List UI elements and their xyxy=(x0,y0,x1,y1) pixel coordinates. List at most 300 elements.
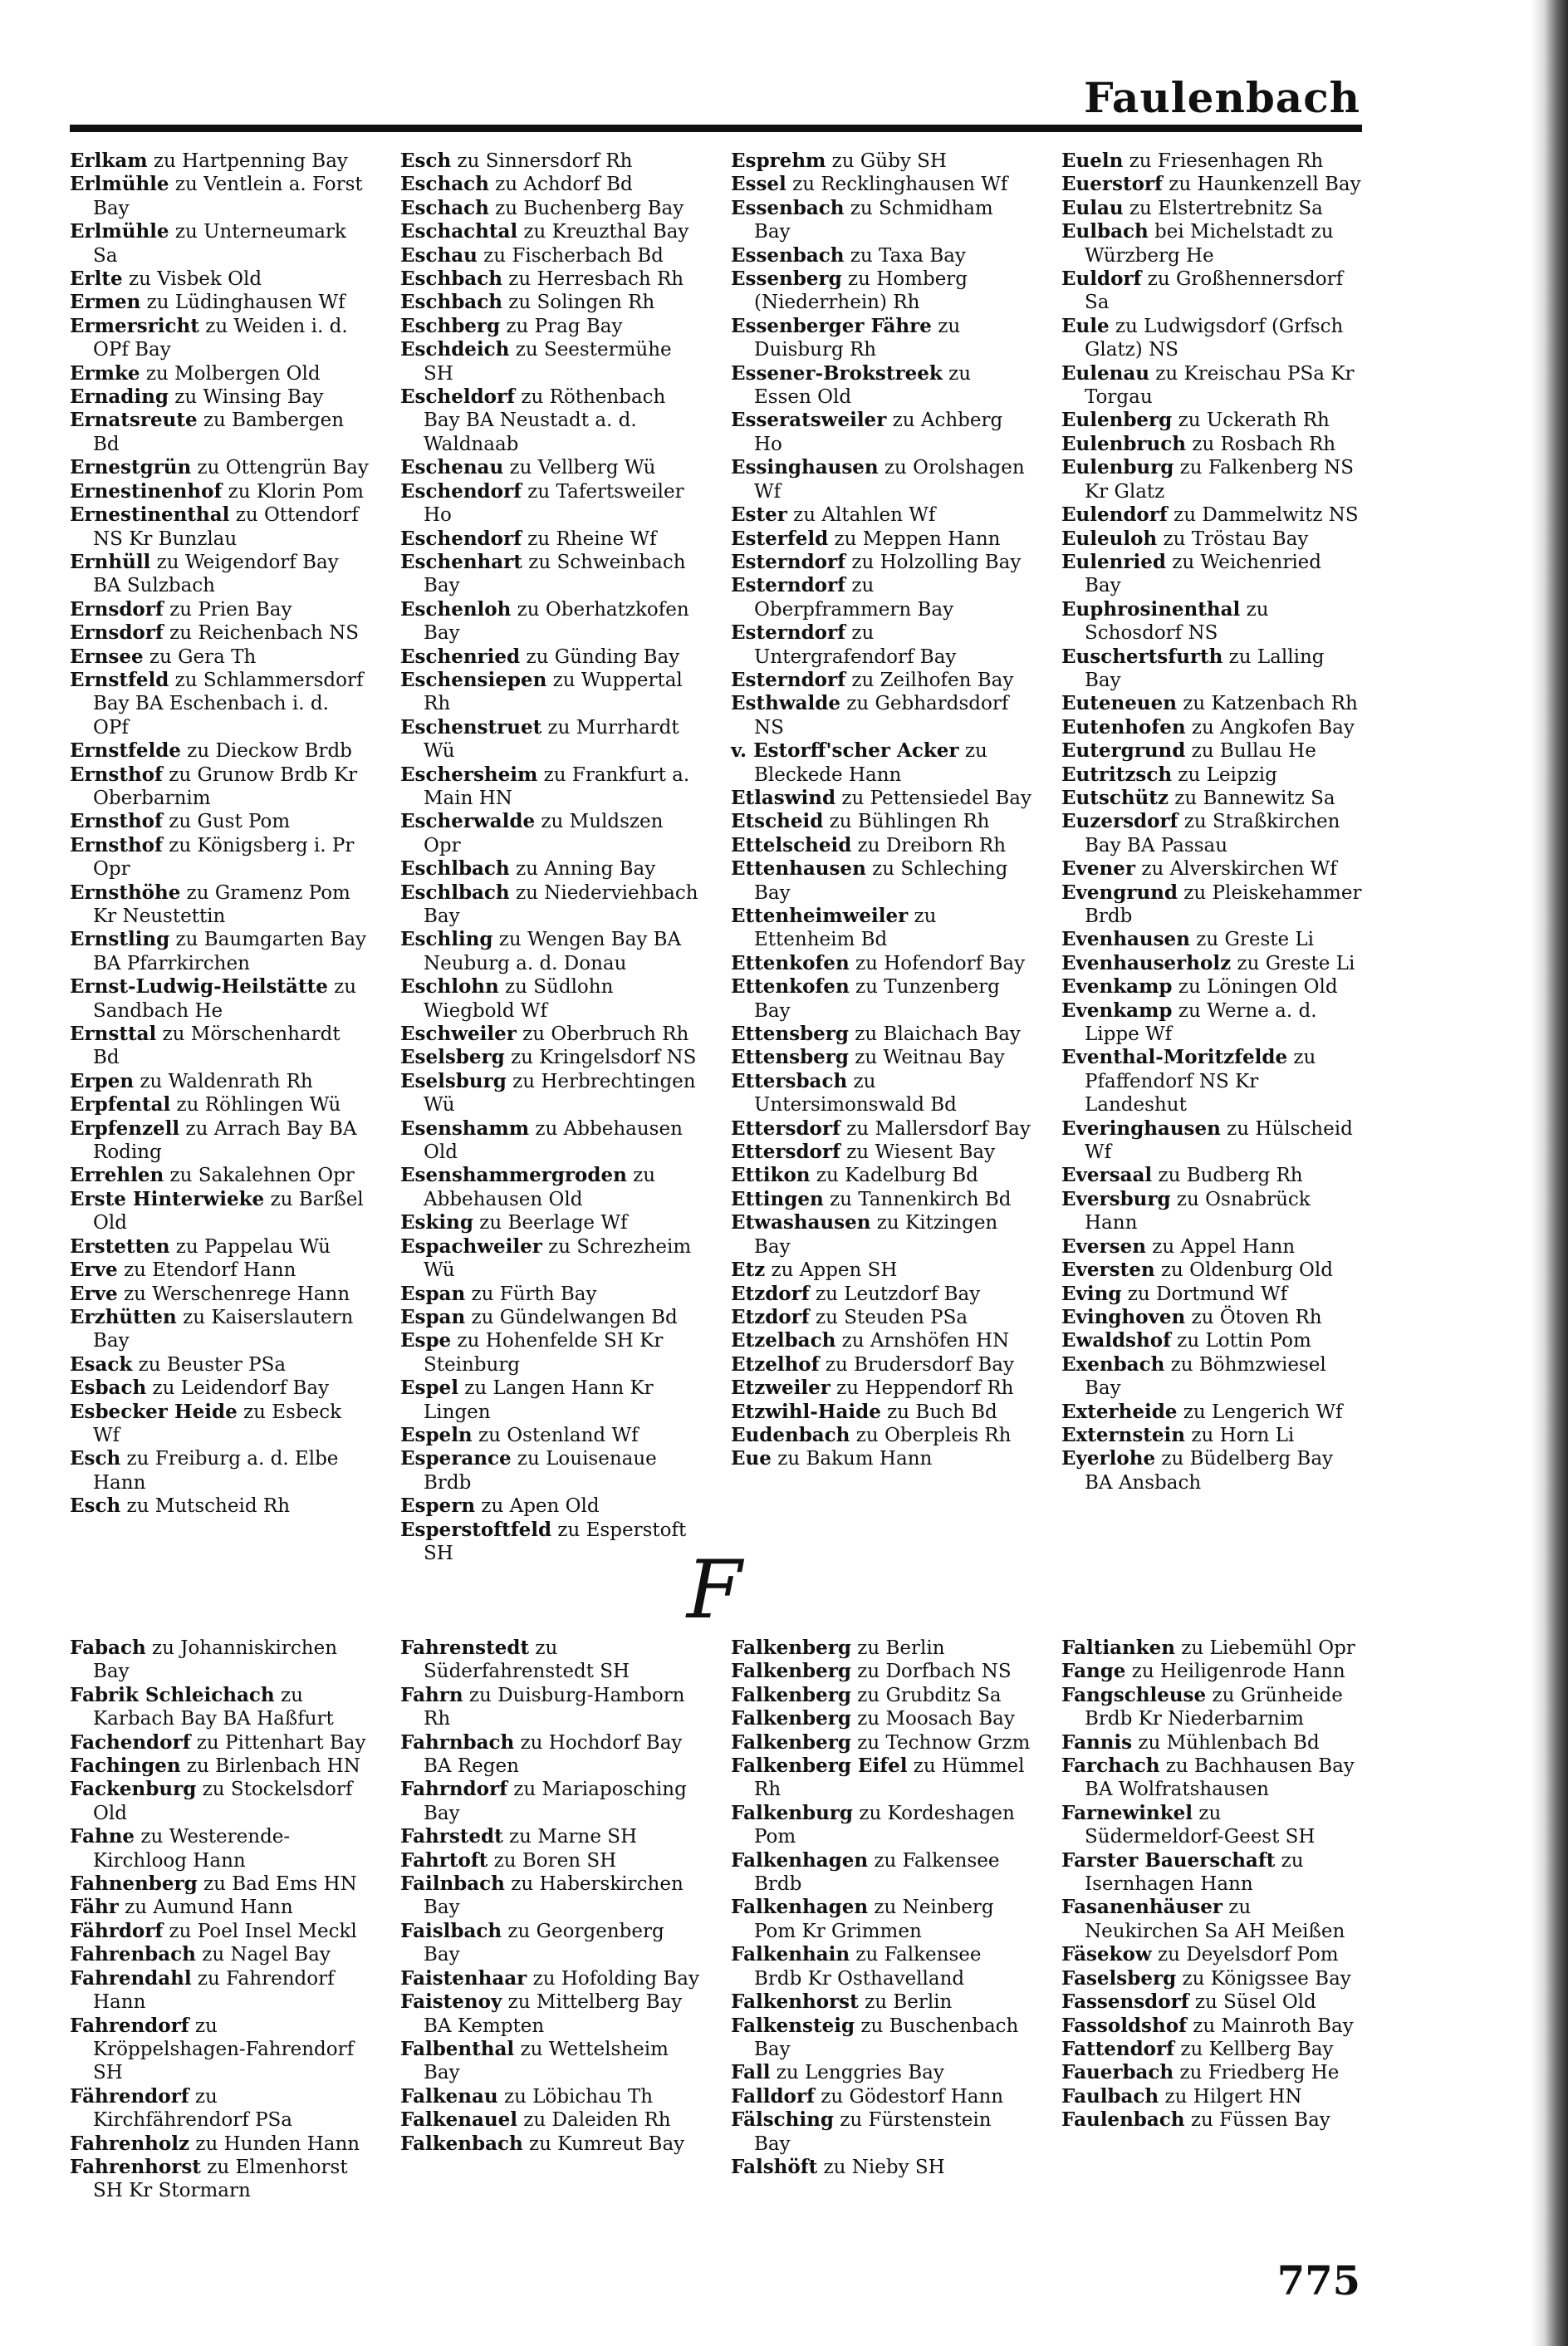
entry-location: zu Pittenhart Bay xyxy=(190,1731,366,1754)
entry-headword: Ernsee xyxy=(70,645,144,668)
entry-location: zu Johanniskirchen Bay xyxy=(93,1637,338,1683)
entry-headword: Falshöft xyxy=(731,2155,818,2178)
entry-location: zu Tröstau Bay xyxy=(1157,528,1309,550)
entry-location: zu Hohenfelde SH Kr Steinburg xyxy=(424,1330,664,1376)
list-item xyxy=(731,1731,1031,1755)
entry-location: zu Osnabrück Hann xyxy=(1085,1188,1311,1234)
list-item xyxy=(1061,267,1362,315)
entry-location: zu Gust Pom xyxy=(162,811,291,833)
entry-location: zu Friesenhagen Rh xyxy=(1123,150,1324,172)
entry-location: zu Grünheide Brdb Kr Niederbarnim xyxy=(1085,1684,1343,1730)
entry-location: zu Ötoven Rh xyxy=(1185,1306,1322,1328)
entry-headword: Eschbach xyxy=(400,267,502,291)
entry-headword: Fabach xyxy=(70,1637,146,1659)
entry-location: zu Mariaposching Bay xyxy=(424,1779,687,1824)
entry-headword: Ester xyxy=(731,503,787,527)
list-item xyxy=(1061,2061,1362,2084)
list-item xyxy=(400,150,701,173)
entry-headword: Etzelbach xyxy=(731,1329,836,1352)
entry-headword: Etzdorf xyxy=(731,1282,810,1305)
entry-location: zu Untersimonswald Bd xyxy=(754,1070,957,1117)
list-item xyxy=(400,1990,701,2038)
list-item xyxy=(731,1117,1031,1141)
section-f xyxy=(70,1637,1362,2203)
entry-headword: Falldorf xyxy=(731,2084,815,2108)
entry-location: zu Bleckede Hann xyxy=(754,740,987,786)
list-item xyxy=(731,551,1031,574)
list-item xyxy=(70,1494,370,1518)
list-item xyxy=(731,1637,1031,1660)
list-item xyxy=(731,1849,1031,1897)
entry-location: zu Wettelsheim Bay xyxy=(424,2038,669,2084)
entry-location: zu Taxa Bay xyxy=(844,244,966,267)
column xyxy=(731,1637,1031,2203)
entry-headword: Eselsburg xyxy=(400,1069,507,1092)
entry-headword: Etzweiler xyxy=(731,1377,831,1400)
entry-location: zu Bambergen Bd xyxy=(93,410,345,455)
entry-headword: Eulenbruch xyxy=(1061,432,1186,455)
entry-location: zu Abbehausen Old xyxy=(424,1117,683,1164)
entry-headword: Falkenburg xyxy=(731,1801,854,1824)
entry-headword: Fahne xyxy=(70,1825,135,1848)
entry-location: zu Werne a. d. Lippe Wf xyxy=(1085,999,1317,1046)
book-spine-shadow xyxy=(1531,0,1568,2346)
entry-headword: Fangschleuse xyxy=(1061,1683,1207,1706)
entry-headword: Fahnenberg xyxy=(70,1872,198,1896)
entry-headword: Faltianken xyxy=(1061,1637,1175,1659)
entry-headword: Fattendorf xyxy=(1061,2037,1175,2060)
entry-location: zu Haberskirchen Bay xyxy=(424,1873,684,1919)
entry-headword: Faistenoy xyxy=(400,1990,502,2014)
list-item xyxy=(400,1967,701,1990)
entry-location: zu Niederviehbach Bay xyxy=(424,881,698,927)
entry-location: zu Ettenheim Bd xyxy=(754,906,937,951)
entry-location: zu Falkensee Brdb Kr Osthavelland xyxy=(754,1944,982,1990)
list-item xyxy=(731,810,1031,833)
list-item xyxy=(1061,1896,1362,1943)
list-item xyxy=(1061,763,1362,787)
list-item xyxy=(400,385,701,456)
list-item xyxy=(731,1401,1031,1424)
entry-headword: Ermen xyxy=(70,291,141,314)
entry-headword: Etzdorf xyxy=(731,1305,810,1328)
entry-headword: Ernstling xyxy=(70,928,170,951)
entry-headword: Fannis xyxy=(1061,1730,1133,1754)
entry-headword: Everinghausen xyxy=(1061,1117,1221,1140)
entry-location: zu Südlohn Wiegbold Wf xyxy=(424,976,614,1022)
list-item xyxy=(70,1755,370,1778)
entry-location: zu Winsing Bay xyxy=(168,386,324,409)
list-item xyxy=(1061,999,1362,1047)
list-item xyxy=(1061,716,1362,739)
entry-location: zu Recklinghausen Wf xyxy=(786,174,1008,196)
list-item xyxy=(731,1283,1031,1306)
entry-headword: Eventhal-Moritzfelde xyxy=(1061,1046,1288,1069)
list-item xyxy=(1061,2038,1362,2061)
entry-headword: Erzhütten xyxy=(70,1305,177,1328)
entry-location: zu Stockelsdorf Old xyxy=(93,1779,353,1824)
entry-headword: Ettingen xyxy=(731,1187,824,1210)
list-item xyxy=(70,881,370,929)
entry-headword: Esseratsweiler xyxy=(731,409,887,432)
entry-location: zu Mittelberg Bay BA Kempten xyxy=(424,1991,683,2037)
entry-location: zu Kumreut Bay xyxy=(522,2133,685,2155)
list-item xyxy=(70,975,370,1023)
entry-headword: Ettersdorf xyxy=(731,1141,840,1164)
list-item xyxy=(70,1188,370,1235)
list-item xyxy=(400,645,701,669)
entry-location: zu Königsberg i. Pr Opr xyxy=(93,834,355,881)
entry-headword: Evenkamp xyxy=(1061,999,1173,1022)
entry-location: zu Königssee Bay xyxy=(1176,1967,1351,1990)
entry-location: zu Lalling Bay xyxy=(1085,645,1325,691)
list-item xyxy=(731,1377,1031,1400)
entry-headword: Eutenhofen xyxy=(1061,715,1186,739)
entry-headword: Etzwihl-Haide xyxy=(731,1400,881,1423)
entry-headword: Eversaal xyxy=(1061,1164,1153,1187)
list-item xyxy=(70,669,370,739)
list-item xyxy=(731,1424,1031,1447)
entry-headword: Ernst-Ludwig-Heilstätte xyxy=(70,975,328,999)
entry-headword: Faulenbach xyxy=(1061,2108,1185,2132)
list-item xyxy=(400,1306,701,1329)
entry-headword: Eule xyxy=(1061,314,1110,337)
entry-location: zu Buchenberg Bay xyxy=(488,197,684,219)
entry-location: zu Ostenland Wf xyxy=(472,1424,639,1446)
entry-location: zu Hochdorf Bay BA Regen xyxy=(424,1731,683,1778)
entry-headword: Eueln xyxy=(1061,150,1124,172)
entry-headword: Eulbach xyxy=(1061,220,1149,243)
list-item xyxy=(1061,739,1362,763)
list-item xyxy=(1061,1849,1362,1897)
list-item xyxy=(731,150,1031,173)
entry-headword: Essenbach xyxy=(731,243,845,267)
entry-location: zu Kellberg Bay xyxy=(1174,2038,1334,2060)
entry-location: zu Mallersdorf Bay xyxy=(840,1117,1031,1140)
entry-location: zu Löbichau Th xyxy=(497,2085,654,2108)
entry-location: zu Beerlage Wf xyxy=(473,1212,628,1234)
list-item xyxy=(70,291,370,314)
entry-headword: Fackenburg xyxy=(70,1778,197,1801)
list-item xyxy=(1061,1353,1362,1401)
list-item xyxy=(70,1117,370,1165)
entry-location: zu Löningen Old xyxy=(1172,976,1338,999)
entry-location: zu Heppendorf Rh xyxy=(830,1377,1014,1400)
section-e xyxy=(70,150,1362,1565)
list-item xyxy=(70,220,370,267)
entry-headword: Fasanenhäuser xyxy=(1061,1896,1223,1919)
entry-headword: Eschlbach xyxy=(400,881,510,904)
entry-headword: Ernestinenthal xyxy=(70,503,230,527)
entry-location: zu Greste Li xyxy=(1231,952,1355,974)
entry-location: zu Appen SH xyxy=(765,1259,898,1282)
entry-location: zu Hunden Hann xyxy=(189,2133,360,2155)
entry-location: zu Waldenrath Rh xyxy=(134,1070,313,1092)
entry-headword: Fachendorf xyxy=(70,1730,191,1754)
entry-location: zu Bühlingen Rh xyxy=(823,811,990,833)
entry-headword: Espel xyxy=(400,1377,458,1400)
list-item xyxy=(731,1943,1031,1990)
list-item xyxy=(400,1235,701,1283)
list-item xyxy=(400,1731,701,1779)
column xyxy=(400,150,701,1565)
list-item xyxy=(400,669,701,716)
list-item xyxy=(70,362,370,385)
list-item xyxy=(70,2156,370,2203)
list-item xyxy=(1061,1235,1362,1259)
entry-headword: Faislbach xyxy=(400,1919,502,1942)
entry-location: zu Schweinbach Bay xyxy=(424,551,686,597)
entry-location: zu Elmenhorst SH Kr Stormarn xyxy=(93,2156,348,2202)
entry-headword: Fall xyxy=(731,2061,771,2084)
entry-headword: Eulenburg xyxy=(1061,456,1174,479)
list-item xyxy=(1061,1283,1362,1306)
entry-location: zu Dorfbach NS xyxy=(850,1661,1012,1683)
entry-location: zu Wiesent Bay xyxy=(840,1141,996,1164)
entry-headword: Ermersricht xyxy=(70,314,199,337)
entry-location: zu Frankfurt a. Main HN xyxy=(424,763,690,809)
entry-headword: Exterheide xyxy=(1061,1400,1178,1423)
list-item xyxy=(70,645,370,669)
entry-location: zu Röthenbach Bay BA Neustadt a. d. Waldnaab xyxy=(424,386,666,455)
entry-headword: Faulbach xyxy=(1061,2084,1159,2108)
entry-headword: Falbenthal xyxy=(400,2037,515,2060)
entry-location: zu Röhlingen Wü xyxy=(170,1094,341,1117)
list-item xyxy=(1061,952,1362,975)
entry-location: zu Südermeldorf-Geest SH xyxy=(1085,1802,1316,1848)
entry-location: zu Appel Hann xyxy=(1145,1235,1296,1258)
entry-location: zu Schleching Bay xyxy=(754,858,1008,904)
column xyxy=(400,1637,701,2203)
list-item xyxy=(70,480,370,503)
entry-location: zu Großhennersdorf Sa xyxy=(1085,268,1344,314)
entry-location: zu Poel Insel Meckl xyxy=(163,1920,357,1942)
entry-headword: Ewaldshof xyxy=(1061,1329,1171,1352)
entry-headword: Eschdeich xyxy=(400,338,510,361)
list-item xyxy=(70,1164,370,1187)
entry-headword: Evengrund xyxy=(1061,881,1178,904)
entry-location: zu Vellberg Wü xyxy=(503,457,656,479)
entry-location: zu Visbek Old xyxy=(122,268,262,291)
entry-headword: Esterndorf xyxy=(731,574,846,597)
entry-headword: Fahrenhorst xyxy=(70,2155,201,2178)
entry-location: zu Leipzig xyxy=(1172,763,1277,786)
entry-location: zu Oberpframmern Bay xyxy=(754,575,954,621)
entry-location: zu Kröppelshagen-Fahrendorf SH xyxy=(93,2015,355,2084)
list-item xyxy=(70,1093,370,1117)
entry-location: zu Angkofen Bay xyxy=(1185,716,1355,739)
list-item xyxy=(1061,1637,1362,1660)
entry-headword: Fahrstedt xyxy=(400,1825,503,1848)
list-item xyxy=(731,267,1031,315)
list-item xyxy=(1061,1188,1362,1235)
list-item xyxy=(400,173,701,196)
entry-headword: Fäsekow xyxy=(1061,1943,1152,1966)
entry-headword: Farster Bauerschaft xyxy=(1061,1848,1276,1872)
entry-headword: v. Estorff'scher Acker xyxy=(731,739,959,763)
entry-headword: Eulendorf xyxy=(1061,503,1168,527)
entry-location: zu Kitzingen Bay xyxy=(754,1212,998,1258)
entry-headword: Esterndorf xyxy=(731,621,846,645)
entry-location: zu Blaichach Bay xyxy=(849,1023,1021,1046)
entry-location: zu Weitnau Bay xyxy=(849,1047,1005,1069)
entry-headword: Eutritzsch xyxy=(1061,763,1173,786)
entry-headword: Falkenberg xyxy=(731,1660,851,1683)
entry-headword: Esterndorf xyxy=(731,550,846,573)
list-item xyxy=(70,551,370,598)
entry-location: zu Freiburg a. d. Elbe Hann xyxy=(93,1448,339,1494)
list-item xyxy=(731,528,1031,551)
list-item xyxy=(731,1755,1031,1802)
entry-headword: Ettensberg xyxy=(731,1046,849,1069)
entry-location: zu Büdelberg Bay BA Ansbach xyxy=(1085,1448,1334,1494)
list-item xyxy=(70,315,370,362)
list-item xyxy=(400,1164,701,1211)
entry-headword: Falkenberg xyxy=(731,1730,851,1754)
entry-location: zu Katzenbach Rh xyxy=(1176,693,1358,715)
list-item xyxy=(731,621,1031,669)
list-item xyxy=(400,1046,701,1069)
list-item xyxy=(400,1283,701,1306)
entry-headword: Eschenried xyxy=(400,645,521,668)
entry-headword: Evenhausen xyxy=(1061,928,1190,951)
entry-location: zu Hartpenning Bay xyxy=(147,150,348,172)
list-item xyxy=(1061,1046,1362,1117)
entry-location: zu Abbehausen Old xyxy=(424,1165,656,1210)
list-item xyxy=(731,1329,1031,1352)
entry-location: zu Dieckow Brdb xyxy=(180,740,352,763)
entry-location: zu Günding Bay xyxy=(520,645,680,668)
list-item xyxy=(731,1141,1031,1164)
entry-headword: Eulenried xyxy=(1061,550,1166,573)
column xyxy=(70,1637,370,2203)
entry-headword: Esenshamm xyxy=(400,1117,530,1140)
entry-headword: Essenberger Fähre xyxy=(731,314,932,337)
entry-location: zu Molbergen Old xyxy=(140,362,321,385)
entry-headword: Esterndorf xyxy=(731,668,846,691)
entry-location: zu Heiligenrode Hann xyxy=(1125,1661,1345,1683)
entry-headword: Falkenhagen xyxy=(731,1896,869,1919)
entry-location: zu Herresbach Rh xyxy=(502,268,684,291)
entry-headword: Fabrik Schleichach xyxy=(70,1683,275,1706)
entry-location: zu Fahrendorf Hann xyxy=(93,1967,335,2014)
list-item xyxy=(70,1070,370,1093)
entry-location: zu Schlammersdorf Bay BA Eschenbach i. d. OPf xyxy=(93,669,364,739)
list-item xyxy=(400,2133,701,2156)
list-item xyxy=(1061,692,1362,715)
entry-headword: Falkenauel xyxy=(400,2108,517,2132)
entry-headword: Etlaswind xyxy=(731,786,836,809)
entry-headword: Eschberg xyxy=(400,314,501,337)
entry-location: zu Essen Old xyxy=(754,362,972,409)
list-item xyxy=(70,834,370,881)
entry-location: zu Technow Grzm xyxy=(850,1731,1031,1754)
entry-location: zu Grunow Brdb Kr Oberbarnim xyxy=(93,763,358,809)
entry-headword: Erpfenzell xyxy=(70,1117,180,1140)
entry-location: zu Uckerath Rh xyxy=(1172,410,1330,432)
entry-location: zu Gebhardsdorf NS xyxy=(754,693,1009,739)
list-item xyxy=(731,692,1031,739)
entry-location: zu Kringelsdorf NS xyxy=(504,1047,697,1069)
entry-headword: Euldorf xyxy=(1061,267,1142,291)
list-item xyxy=(731,975,1031,1023)
list-item xyxy=(731,834,1031,857)
list-item xyxy=(731,739,1031,787)
entry-location: zu Ventlein a. Forst Bay xyxy=(93,174,363,219)
entry-headword: Fälsching xyxy=(731,2108,834,2132)
entry-headword: Ernsdorf xyxy=(70,621,164,645)
entry-location: zu Schmidham Bay xyxy=(754,197,993,243)
list-item xyxy=(1061,362,1362,410)
entry-headword: Eue xyxy=(731,1447,772,1470)
list-item xyxy=(70,1967,370,2015)
list-item xyxy=(400,1447,701,1494)
list-item xyxy=(70,1283,370,1306)
running-head: Faulenbach xyxy=(1084,73,1360,122)
list-item xyxy=(400,480,701,528)
list-item xyxy=(70,598,370,621)
list-item xyxy=(731,1046,1031,1069)
entry-headword: Fassoldshof xyxy=(1061,2014,1187,2037)
entry-headword: Eutschütz xyxy=(1061,786,1169,809)
entry-location: zu Füssen Bay xyxy=(1184,2109,1330,2132)
entry-headword: Euzersdorf xyxy=(1061,810,1178,833)
list-item xyxy=(731,1070,1031,1117)
entry-location: zu Oldenburg Old xyxy=(1154,1259,1333,1282)
list-item xyxy=(1061,857,1362,881)
entry-headword: Espan xyxy=(400,1282,466,1305)
list-item xyxy=(400,1424,701,1447)
list-item xyxy=(400,2038,701,2085)
entry-location: zu Brudersdorf Bay xyxy=(819,1353,1014,1376)
entry-headword: Esperance xyxy=(400,1447,512,1470)
entry-headword: Espe xyxy=(400,1329,452,1352)
list-item xyxy=(400,267,701,291)
entry-location: zu Neinberg Pom Kr Grimmen xyxy=(754,1897,994,1942)
entry-headword: Escheldorf xyxy=(400,385,516,409)
entry-location: zu Achberg Ho xyxy=(754,410,1003,455)
list-item xyxy=(1061,1259,1362,1282)
entry-headword: Faistenhaar xyxy=(400,1966,527,1990)
entry-headword: Erpen xyxy=(70,1069,135,1092)
entry-location: zu Westerende-Kirchloog Hann xyxy=(93,1826,291,1872)
entry-headword: Esking xyxy=(400,1211,473,1234)
list-item xyxy=(1061,1990,1362,2014)
entry-location: zu Homberg (Niederrhein) Rh xyxy=(754,268,968,314)
list-item xyxy=(1061,1401,1362,1424)
entry-headword: Eving xyxy=(1061,1282,1122,1305)
entry-location: zu Duisburg Rh xyxy=(754,315,961,361)
entry-headword: Eschenhart xyxy=(400,550,522,573)
list-item xyxy=(731,2108,1031,2156)
list-item xyxy=(70,1259,370,1282)
entry-headword: Essener-Brokstreek xyxy=(731,361,943,385)
entry-headword: Essenbach xyxy=(731,196,845,219)
entry-headword: Essenberg xyxy=(731,267,842,291)
entry-headword: Eschling xyxy=(400,928,493,951)
list-item xyxy=(400,975,701,1023)
list-item xyxy=(1061,1660,1362,1683)
list-item xyxy=(70,385,370,409)
list-item xyxy=(731,315,1031,362)
entry-location: zu Murrhardt Wü xyxy=(424,716,679,763)
entry-location: zu Straßkirchen Bay BA Passau xyxy=(1085,811,1340,856)
entry-headword: Essel xyxy=(731,173,786,196)
list-item xyxy=(1061,1731,1362,1755)
entry-location: zu Georgenberg Bay xyxy=(424,1920,664,1966)
entry-location: zu Untergrafendorf Bay xyxy=(754,622,957,668)
entry-location: zu Greste Li xyxy=(1189,929,1315,951)
